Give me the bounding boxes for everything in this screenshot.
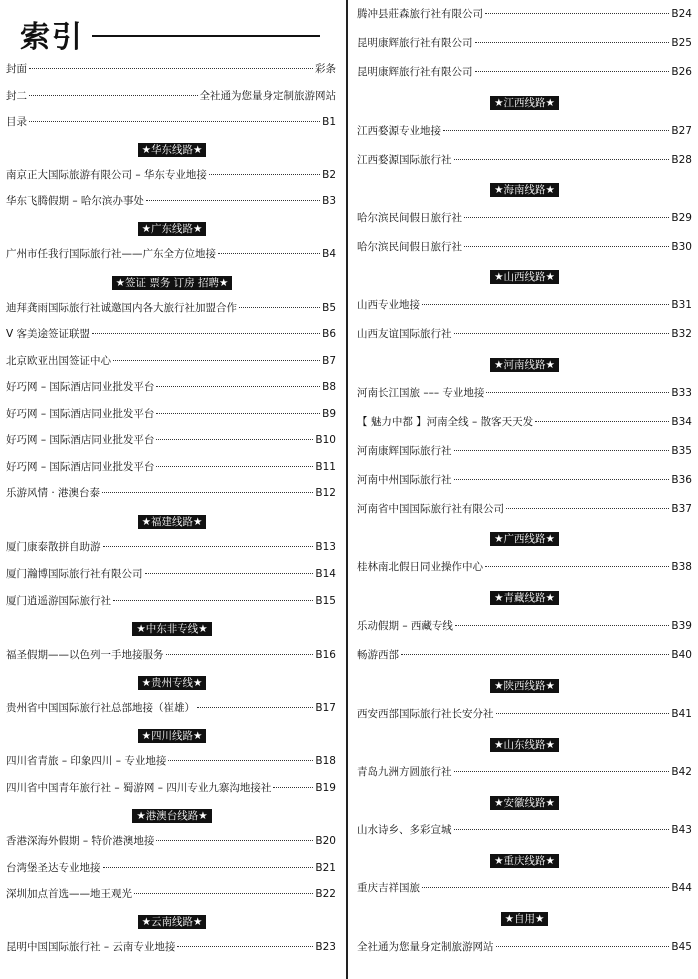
entry-page: B3 <box>322 195 336 207</box>
entry-page: B23 <box>315 941 336 953</box>
entry-page: B33 <box>671 387 692 399</box>
leader-dots <box>475 42 670 43</box>
entry-page: B20 <box>315 835 336 847</box>
entry-page: B28 <box>671 154 692 166</box>
index-entry[interactable] <box>6 408 336 421</box>
index-entry[interactable] <box>357 125 692 138</box>
index-entry[interactable] <box>357 212 692 225</box>
index-entry[interactable] <box>357 299 692 312</box>
entry-page: B35 <box>671 445 692 457</box>
leader-dots <box>113 360 320 361</box>
entry-page: B22 <box>315 888 336 900</box>
leader-dots <box>422 304 669 305</box>
section-header <box>0 142 344 157</box>
index-entry[interactable] <box>357 445 692 458</box>
entry-name: 广州市任我行国际旅行社——广东全方位地接 <box>6 248 216 260</box>
entry-page: B40 <box>671 649 692 661</box>
index-entry[interactable] <box>357 8 692 21</box>
entry-page: B15 <box>315 595 336 607</box>
section-label: ★安徽线路★ <box>490 796 559 810</box>
leader-dots <box>102 492 313 493</box>
entry-page: B21 <box>315 862 336 874</box>
index-entry[interactable] <box>357 241 692 254</box>
section-label: ★海南线路★ <box>490 183 559 197</box>
index-entry[interactable] <box>357 766 692 779</box>
section-header <box>0 275 344 290</box>
index-entry[interactable] <box>6 302 336 315</box>
leader-dots <box>103 867 314 868</box>
entry-name: 腾冲县莊森旅行社有限公司 <box>357 8 483 20</box>
entry-name: 北京欧亚出国签证中心 <box>6 355 111 367</box>
page-title: 索引 <box>20 20 84 55</box>
entry-page: B7 <box>322 355 336 367</box>
entry-name: 迪拜龚雨国际旅行社诚邀国内各大旅行社加盟合作 <box>6 302 237 314</box>
entry-page: B16 <box>315 649 336 661</box>
section-label: ★福建线路★ <box>138 515 207 529</box>
index-entry[interactable] <box>6 595 336 608</box>
section-header <box>351 95 698 110</box>
leader-dots <box>156 466 313 467</box>
entry-name: 哈尔滨民间假日旅行社 <box>357 241 462 253</box>
section-label: ★云南线路★ <box>138 915 207 929</box>
entry-page: B8 <box>322 381 336 393</box>
section-header <box>351 678 698 693</box>
index-entry[interactable] <box>357 387 692 400</box>
section-header <box>351 590 698 605</box>
entry-page: B14 <box>315 568 336 580</box>
index-entry[interactable] <box>6 702 336 715</box>
entry-name: 畅游西部 <box>357 649 399 661</box>
section-header <box>351 737 698 752</box>
entry-name: 桂林南北假日同业操作中心 <box>357 561 483 573</box>
index-entry[interactable] <box>357 824 692 837</box>
entry-name: 昆明康辉旅行社有限公司 <box>357 66 473 78</box>
leader-dots <box>156 439 313 440</box>
leader-dots <box>156 840 313 841</box>
index-entry[interactable] <box>6 116 336 129</box>
entry-page: B11 <box>315 461 336 473</box>
index-entry[interactable] <box>357 474 692 487</box>
index-entry[interactable] <box>6 195 336 208</box>
entry-name: 重庆吉祥国旅 <box>357 882 420 894</box>
leader-dots <box>156 386 320 387</box>
title-block <box>20 12 320 56</box>
entry-name: 台湾堡圣达专业地接 <box>6 862 101 874</box>
column-divider <box>346 0 348 979</box>
leader-dots <box>145 573 314 574</box>
entry-page: B29 <box>671 212 692 224</box>
leader-dots <box>454 829 670 830</box>
entry-name: 厦门康泰散拼自助游 <box>6 541 101 553</box>
section-header <box>0 514 344 529</box>
entry-page: B43 <box>671 824 692 836</box>
index-entry[interactable] <box>357 882 692 895</box>
index-entry[interactable] <box>6 888 336 901</box>
entry-page: B13 <box>315 541 336 553</box>
section-label: ★广东线路★ <box>138 222 207 236</box>
entry-name: 好巧网 – 国际酒店同业批发平台 <box>6 408 155 420</box>
entry-page: B9 <box>322 408 336 420</box>
entry-name: 贵州省中国国际旅行社总部地接（崔雄） <box>6 702 195 714</box>
entry-page: B32 <box>671 328 692 340</box>
index-entry[interactable] <box>6 434 336 447</box>
leader-dots <box>454 771 670 772</box>
section-header <box>0 728 344 743</box>
section-label: ★江西线路★ <box>490 96 559 110</box>
leader-dots <box>506 508 669 509</box>
leader-dots <box>401 654 669 655</box>
index-entry[interactable] <box>357 708 692 721</box>
index-entry[interactable] <box>6 461 336 474</box>
entry-page: 彩条 <box>315 63 336 75</box>
entry-name: 西安西部国际旅行社长安分社 <box>357 708 494 720</box>
right-column <box>351 0 698 979</box>
leader-dots <box>113 600 313 601</box>
leader-dots <box>443 130 669 131</box>
section-header <box>351 531 698 546</box>
leader-dots <box>485 13 669 14</box>
leader-dots <box>454 479 670 480</box>
section-label: ★陕西线路★ <box>490 679 559 693</box>
entry-name: 哈尔滨民间假日旅行社 <box>357 212 462 224</box>
section-header <box>0 621 344 636</box>
section-label: ★自用★ <box>501 912 549 926</box>
section-header <box>351 911 698 926</box>
entry-name: 乐动假期 – 西藏专线 <box>357 620 453 632</box>
entry-name: V 客美途签证联盟 <box>6 328 91 340</box>
leader-dots <box>475 71 670 72</box>
index-entry[interactable] <box>357 503 692 516</box>
entry-name: 江西婺源专业地接 <box>357 125 441 137</box>
entry-name: 江西婺源国际旅行社 <box>357 154 452 166</box>
index-entry[interactable] <box>6 487 336 500</box>
leader-dots <box>239 307 320 308</box>
index-entry[interactable] <box>357 561 692 574</box>
section-header <box>351 269 698 284</box>
entry-name: 乐游风情 · 港澳台泰 <box>6 487 101 499</box>
index-entry[interactable] <box>6 782 336 795</box>
section-header <box>351 357 698 372</box>
index-entry[interactable] <box>357 328 692 341</box>
leader-dots <box>496 713 670 714</box>
section-label: ★四川线路★ <box>138 729 207 743</box>
section-label: ★签证 票务 订房 招聘★ <box>112 276 233 290</box>
section-label: ★华东线路★ <box>138 143 207 157</box>
index-entry[interactable] <box>357 154 692 167</box>
section-label: ★山西线路★ <box>490 270 559 284</box>
section-header <box>351 795 698 810</box>
index-entry[interactable] <box>6 90 336 103</box>
entry-page: B2 <box>322 169 336 181</box>
entry-name: 青岛九洲方圆旅行社 <box>357 766 452 778</box>
leader-dots <box>464 246 669 247</box>
leader-dots <box>177 946 313 947</box>
entry-page: B25 <box>671 37 692 49</box>
index-entry[interactable] <box>357 66 692 79</box>
index-entry[interactable] <box>6 328 336 341</box>
entry-name: 四川省青旅 – 印象四川 – 专业地接 <box>6 755 167 767</box>
leader-dots <box>103 546 314 547</box>
entry-page: B27 <box>671 125 692 137</box>
leader-dots <box>422 887 669 888</box>
entry-page: B10 <box>315 434 336 446</box>
entry-name: 封二 <box>6 90 27 102</box>
section-header <box>0 221 344 236</box>
section-header <box>0 675 344 690</box>
entry-page: B4 <box>322 248 336 260</box>
section-header <box>351 853 698 868</box>
entry-name: 河南长江国旅 ––– 专业地接 <box>357 387 485 399</box>
index-entry[interactable] <box>6 63 336 76</box>
entry-name: 昆明康辉旅行社有限公司 <box>357 37 473 49</box>
entry-page: B17 <box>315 702 336 714</box>
entry-page: 全社通为您量身定制旅游网站 <box>199 90 336 102</box>
entry-page: B44 <box>671 882 692 894</box>
index-entry[interactable] <box>357 416 692 429</box>
leader-dots <box>29 68 313 69</box>
leader-dots <box>209 174 320 175</box>
entry-name: 好巧网 – 国际酒店同业批发平台 <box>6 434 155 446</box>
section-label: ★山东线路★ <box>490 738 559 752</box>
leader-dots <box>485 566 669 567</box>
leader-dots <box>486 392 669 393</box>
entry-page: B19 <box>315 782 336 794</box>
index-entry[interactable] <box>6 755 336 768</box>
entry-name: 华东飞腾假期 – 哈尔滨办事处 <box>6 195 144 207</box>
entry-name: 福圣假期——以色列一手地接服务 <box>6 649 164 661</box>
section-header <box>351 182 698 197</box>
leader-dots <box>29 121 320 122</box>
index-entry[interactable] <box>6 169 336 182</box>
leader-dots <box>273 787 313 788</box>
section-label: ★港澳台线路★ <box>132 809 211 823</box>
entry-name: 山水诗乡、多彩宣城 <box>357 824 452 836</box>
section-header <box>0 914 344 929</box>
entry-page: B39 <box>671 620 692 632</box>
leader-dots <box>197 707 313 708</box>
leader-dots <box>168 760 313 761</box>
leader-dots <box>134 893 313 894</box>
entry-name: 香港深海外假期 – 特价港澳地接 <box>6 835 155 847</box>
entry-page: B38 <box>671 561 692 573</box>
index-entry[interactable] <box>357 37 692 50</box>
entry-name: 河南中州国际旅行社 <box>357 474 452 486</box>
entry-name: 目录 <box>6 116 27 128</box>
entry-page: B12 <box>315 487 336 499</box>
entry-name: 好巧网 – 国际酒店同业批发平台 <box>6 381 155 393</box>
entry-page: B42 <box>671 766 692 778</box>
entry-name: 四川省中国青年旅行社 – 蜀游网 – 四川专业九寨沟地接社 <box>6 782 272 794</box>
entry-page: B41 <box>671 708 692 720</box>
section-label: ★贵州专线★ <box>138 676 207 690</box>
entry-name: 【 魅力中都 】河南全线 – 散客天天发 <box>357 416 534 428</box>
entry-page: B45 <box>671 941 692 953</box>
section-label: ★河南线路★ <box>490 358 559 372</box>
entry-page: B24 <box>671 8 692 20</box>
entry-name: 全社通为您量身定制旅游网站 <box>357 941 494 953</box>
leader-dots <box>455 625 669 626</box>
entry-page: B26 <box>671 66 692 78</box>
section-label: ★青藏线路★ <box>490 591 559 605</box>
leader-dots <box>454 159 670 160</box>
index-entry[interactable] <box>6 568 336 581</box>
entry-page: B31 <box>671 299 692 311</box>
index-entry[interactable] <box>6 649 336 662</box>
index-entry[interactable] <box>6 862 336 875</box>
entry-page: B37 <box>671 503 692 515</box>
entry-page: B18 <box>315 755 336 767</box>
entry-page: B34 <box>671 416 692 428</box>
entry-name: 南京正大国际旅游有限公司 – 华东专业地接 <box>6 169 207 181</box>
index-entry[interactable] <box>6 248 336 261</box>
entry-name: 河南康辉国际旅行社 <box>357 445 452 457</box>
entry-name: 山西专业地接 <box>357 299 420 311</box>
index-entry[interactable] <box>6 541 336 554</box>
entry-name: 好巧网 – 国际酒店同业批发平台 <box>6 461 155 473</box>
entry-name: 河南省中国国际旅行社有限公司 <box>357 503 504 515</box>
entry-page: B1 <box>322 116 336 128</box>
leader-dots <box>496 946 670 947</box>
index-entry[interactable] <box>357 941 692 954</box>
leader-dots <box>535 421 669 422</box>
entry-page: B30 <box>671 241 692 253</box>
index-entry[interactable] <box>6 381 336 394</box>
leader-dots <box>464 217 669 218</box>
leader-dots <box>218 253 320 254</box>
entry-name: 厦门瀚博国际旅行社有限公司 <box>6 568 143 580</box>
entry-name: 深圳加点首选——地王观光 <box>6 888 132 900</box>
leader-dots <box>29 95 198 96</box>
section-label: ★重庆线路★ <box>490 854 559 868</box>
index-entry[interactable] <box>6 941 336 954</box>
index-entry[interactable] <box>357 649 692 662</box>
entry-page: B36 <box>671 474 692 486</box>
leader-dots <box>156 413 320 414</box>
section-label: ★广西线路★ <box>490 532 559 546</box>
leader-dots <box>454 333 670 334</box>
entry-name: 山西友谊国际旅行社 <box>357 328 452 340</box>
leader-dots <box>166 654 314 655</box>
section-header <box>0 808 344 823</box>
entry-name: 昆明中国国际旅行社 – 云南专业地接 <box>6 941 176 953</box>
index-entry[interactable] <box>357 620 692 633</box>
leader-dots <box>92 333 320 334</box>
leader-dots <box>146 200 320 201</box>
entry-page: B6 <box>322 328 336 340</box>
entry-page: B5 <box>322 302 336 314</box>
leader-dots <box>454 450 670 451</box>
entry-name: 封面 <box>6 63 27 75</box>
entry-name: 厦门逍遥游国际旅行社 <box>6 595 111 607</box>
left-column <box>0 0 344 979</box>
index-entry[interactable] <box>6 835 336 848</box>
title-rule <box>92 35 320 37</box>
index-entry[interactable] <box>6 355 336 368</box>
section-label: ★中东非专线★ <box>132 622 211 636</box>
